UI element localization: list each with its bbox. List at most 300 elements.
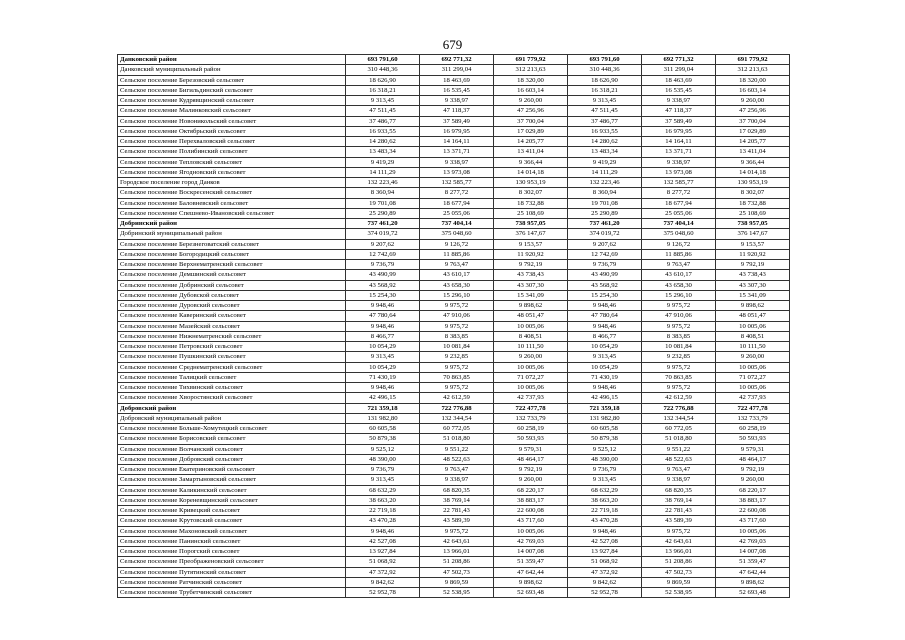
value-cell: 48 051,47 (494, 311, 568, 321)
row-name-cell: Сельское поселение Замартыновский сельсовет (118, 475, 346, 485)
value-cell: 43 307,30 (716, 280, 790, 290)
value-cell: 42 769,03 (716, 536, 790, 546)
table-row (118, 434, 790, 444)
row-name-cell: Сельское поселение Панинский сельсовет (118, 536, 346, 546)
row-name-cell: Сельское поселение Больше-Хомутецкий сельсовет (118, 424, 346, 434)
table-row (118, 188, 790, 198)
table-row (118, 239, 790, 249)
row-name-cell: Сельское поселение Махоновский сельсовет (118, 526, 346, 536)
row-name-cell: Сельское поселение Полибинский сельсовет (118, 147, 346, 157)
value-cell: 9 948,46 (568, 526, 642, 536)
value-cell: 9 232,85 (642, 352, 716, 362)
value-cell: 9 975,72 (420, 383, 494, 393)
value-cell: 15 254,30 (346, 290, 420, 300)
value-cell: 10 054,29 (346, 362, 420, 372)
budget-table (117, 54, 790, 598)
value-cell: 692 771,32 (642, 55, 716, 65)
value-cell: 13 483,34 (568, 147, 642, 157)
value-cell: 43 658,30 (642, 280, 716, 290)
value-cell: 43 610,17 (420, 270, 494, 280)
value-cell: 131 982,80 (346, 413, 420, 423)
value-cell: 17 029,89 (716, 126, 790, 136)
table-row (118, 362, 790, 372)
value-cell: 22 719,18 (568, 506, 642, 516)
value-cell: 52 952,78 (568, 588, 642, 598)
value-cell: 42 612,59 (420, 393, 494, 403)
value-cell: 376 147,67 (494, 229, 568, 239)
value-cell: 48 464,17 (716, 454, 790, 464)
value-cell: 9 792,19 (494, 260, 568, 270)
value-cell: 9 948,46 (568, 301, 642, 311)
value-cell: 132 585,77 (420, 178, 494, 188)
value-cell: 9 313,45 (346, 352, 420, 362)
value-cell: 9 153,57 (494, 239, 568, 249)
value-cell: 693 791,60 (346, 55, 420, 65)
value-cell: 11 920,92 (494, 249, 568, 259)
value-cell: 70 863,85 (642, 372, 716, 382)
value-cell: 51 208,86 (642, 557, 716, 567)
value-cell: 37 486,77 (568, 116, 642, 126)
value-cell: 9 419,29 (346, 157, 420, 167)
row-name-cell: Сельское поселение Тихвинский сельсовет (118, 383, 346, 393)
value-cell: 9 869,59 (420, 577, 494, 587)
value-cell: 60 258,19 (494, 424, 568, 434)
value-cell: 722 776,88 (420, 403, 494, 413)
value-cell: 693 791,60 (568, 55, 642, 65)
value-cell: 11 885,86 (642, 249, 716, 259)
value-cell: 47 372,92 (568, 567, 642, 577)
value-cell: 9 551,22 (420, 444, 494, 454)
value-cell: 9 579,31 (716, 444, 790, 454)
value-cell: 132 733,79 (494, 413, 568, 423)
value-cell: 43 568,92 (568, 280, 642, 290)
table-row (118, 331, 790, 341)
value-cell: 38 769,14 (642, 495, 716, 505)
value-cell: 10 054,29 (568, 362, 642, 372)
value-cell: 47 256,96 (494, 106, 568, 116)
value-cell: 51 359,47 (494, 557, 568, 567)
table-row (118, 116, 790, 126)
district-row (118, 403, 790, 413)
value-cell: 47 118,37 (642, 106, 716, 116)
table-row (118, 372, 790, 382)
value-cell: 51 208,86 (420, 557, 494, 567)
value-cell: 71 430,19 (346, 372, 420, 382)
value-cell: 16 933,55 (346, 126, 420, 136)
table-row (118, 577, 790, 587)
value-cell: 374 019,72 (346, 229, 420, 239)
value-cell: 25 108,69 (494, 208, 568, 218)
value-cell: 18 732,88 (494, 198, 568, 208)
value-cell: 9 313,45 (568, 96, 642, 106)
value-cell: 22 781,43 (642, 506, 716, 516)
table-row (118, 311, 790, 321)
value-cell: 13 411,04 (494, 147, 568, 157)
value-cell: 14 111,29 (568, 167, 642, 177)
value-cell: 9 313,45 (568, 352, 642, 362)
value-cell: 9 898,62 (716, 301, 790, 311)
row-name-cell: Добринский район (118, 219, 346, 229)
value-cell: 15 296,10 (642, 290, 716, 300)
row-name-cell: Сельское поселение Бигильдинский сельсовет (118, 85, 346, 95)
value-cell: 43 717,60 (494, 516, 568, 526)
value-cell: 10 005,06 (494, 321, 568, 331)
value-cell: 132 223,46 (346, 178, 420, 188)
row-name-cell: Сельское поселение Богородицкий сельсовет (118, 249, 346, 259)
table-row (118, 547, 790, 557)
value-cell: 16 603,14 (494, 85, 568, 95)
table-row (118, 516, 790, 526)
value-cell: 42 496,15 (568, 393, 642, 403)
value-cell: 132 223,46 (568, 178, 642, 188)
value-cell: 9 975,72 (420, 362, 494, 372)
value-cell: 738 957,05 (716, 219, 790, 229)
value-cell: 8 277,72 (420, 188, 494, 198)
value-cell: 68 220,17 (716, 485, 790, 495)
table-row (118, 290, 790, 300)
value-cell: 10 005,06 (494, 383, 568, 393)
value-cell: 9 975,72 (420, 301, 494, 311)
table-row (118, 208, 790, 218)
value-cell: 17 029,89 (494, 126, 568, 136)
value-cell: 15 254,30 (568, 290, 642, 300)
table-row (118, 526, 790, 536)
value-cell: 8 360,94 (568, 188, 642, 198)
value-cell: 9 975,72 (420, 321, 494, 331)
value-cell: 14 007,08 (716, 547, 790, 557)
value-cell: 13 483,34 (346, 147, 420, 157)
value-cell: 13 966,01 (420, 547, 494, 557)
row-name-cell: Сельское поселение Кривецкий сельсовет (118, 506, 346, 516)
value-cell: 60 258,19 (716, 424, 790, 434)
row-name-cell: Сельское поселение Новоникольский сельсовет (118, 116, 346, 126)
value-cell: 13 966,01 (642, 547, 716, 557)
table-row (118, 465, 790, 475)
value-cell: 691 779,92 (716, 55, 790, 65)
value-cell: 37 700,04 (716, 116, 790, 126)
value-cell: 47 910,06 (420, 311, 494, 321)
value-cell: 68 632,29 (346, 485, 420, 495)
row-name-cell: Сельское поселение Перехваловский сельсовет (118, 137, 346, 147)
row-name-cell: Сельское поселение Талицкий сельсовет (118, 372, 346, 382)
value-cell: 47 511,45 (346, 106, 420, 116)
value-cell: 132 344,54 (420, 413, 494, 423)
value-cell: 25 108,69 (716, 208, 790, 218)
value-cell: 9 792,19 (716, 260, 790, 270)
row-name-cell: Городское поселение город Данков (118, 178, 346, 188)
value-cell: 12 742,69 (568, 249, 642, 259)
value-cell: 48 390,00 (568, 454, 642, 464)
value-cell: 37 589,49 (420, 116, 494, 126)
value-cell: 47 910,06 (642, 311, 716, 321)
value-cell: 70 863,85 (420, 372, 494, 382)
value-cell: 43 568,92 (346, 280, 420, 290)
value-cell: 50 879,38 (568, 434, 642, 444)
value-cell: 15 341,09 (716, 290, 790, 300)
value-cell: 10 005,06 (716, 321, 790, 331)
value-cell: 9 736,79 (346, 260, 420, 270)
value-cell: 9 260,00 (716, 475, 790, 485)
row-name-cell: Сельское поселение Нижнематренский сельсовет (118, 331, 346, 341)
row-name-cell: Сельское поселение Добринский сельсовет (118, 280, 346, 290)
table-row (118, 485, 790, 495)
value-cell: 38 663,20 (346, 495, 420, 505)
value-cell: 13 411,04 (716, 147, 790, 157)
value-cell: 13 927,84 (568, 547, 642, 557)
value-cell: 9 366,44 (494, 157, 568, 167)
row-name-cell: Сельское поселение Волчанский сельсовет (118, 444, 346, 454)
row-name-cell: Сельское поселение Мазейский сельсовет (118, 321, 346, 331)
value-cell: 11 885,86 (420, 249, 494, 259)
value-cell: 42 527,08 (346, 536, 420, 546)
row-name-cell: Сельское поселение Крутовский сельсовет (118, 516, 346, 526)
table-row (118, 167, 790, 177)
row-name-cell: Сельское поселение Малинковский сельсовет (118, 106, 346, 116)
value-cell: 18 677,94 (420, 198, 494, 208)
value-cell: 132 733,79 (716, 413, 790, 423)
row-name-cell: Сельское поселение Преображеновский сельсовет (118, 557, 346, 567)
row-name-cell: Добринский муниципальный район (118, 229, 346, 239)
value-cell: 16 318,21 (346, 85, 420, 95)
value-cell: 9 948,46 (568, 321, 642, 331)
value-cell: 9 763,47 (420, 465, 494, 475)
value-cell: 9 551,22 (642, 444, 716, 454)
table-row (118, 260, 790, 270)
value-cell: 52 693,48 (494, 588, 568, 598)
value-cell: 43 589,39 (642, 516, 716, 526)
value-cell: 25 055,06 (642, 208, 716, 218)
value-cell: 9 948,46 (346, 301, 420, 311)
value-cell: 9 232,85 (420, 352, 494, 362)
value-cell: 9 126,72 (642, 239, 716, 249)
value-cell: 9 126,72 (420, 239, 494, 249)
value-cell: 9 207,62 (346, 239, 420, 249)
value-cell: 15 341,09 (494, 290, 568, 300)
row-name-cell: Сельское поселение Среднематренский сельсовет (118, 362, 346, 372)
value-cell: 10 081,84 (642, 342, 716, 352)
value-cell: 8 383,85 (642, 331, 716, 341)
value-cell: 16 535,45 (420, 85, 494, 95)
value-cell: 9 948,46 (346, 383, 420, 393)
value-cell: 310 448,36 (568, 65, 642, 75)
table-row (118, 229, 790, 239)
value-cell: 9 260,00 (716, 96, 790, 106)
value-cell: 22 600,08 (716, 506, 790, 516)
value-cell: 132 344,54 (642, 413, 716, 423)
value-cell: 9 763,47 (642, 260, 716, 270)
value-cell: 43 738,43 (494, 270, 568, 280)
value-cell: 43 490,99 (568, 270, 642, 280)
table-row (118, 137, 790, 147)
value-cell: 691 779,92 (494, 55, 568, 65)
table-row (118, 270, 790, 280)
row-name-cell: Сельское поселение Порогский сельсовет (118, 547, 346, 557)
row-name-cell: Сельское поселение Каверинский сельсовет (118, 311, 346, 321)
value-cell: 9 763,47 (420, 260, 494, 270)
value-cell: 9 366,44 (716, 157, 790, 167)
row-name-cell: Сельское поселение Каликинский сельсовет (118, 485, 346, 495)
value-cell: 15 296,10 (420, 290, 494, 300)
table-row (118, 424, 790, 434)
value-cell: 48 464,17 (494, 454, 568, 464)
value-cell: 10 005,06 (716, 383, 790, 393)
value-cell: 50 593,93 (716, 434, 790, 444)
value-cell: 16 318,21 (568, 85, 642, 95)
row-name-cell: Сельское поселение Борисовский сельсовет (118, 434, 346, 444)
value-cell: 374 019,72 (568, 229, 642, 239)
row-name-cell: Добровский муниципальный район (118, 413, 346, 423)
value-cell: 60 605,58 (568, 424, 642, 434)
value-cell: 68 632,29 (568, 485, 642, 495)
value-cell: 47 780,64 (568, 311, 642, 321)
value-cell: 9 736,79 (346, 465, 420, 475)
value-cell: 48 390,00 (346, 454, 420, 464)
value-cell: 43 658,30 (420, 280, 494, 290)
value-cell: 51 068,92 (568, 557, 642, 567)
value-cell: 9 207,62 (568, 239, 642, 249)
value-cell: 9 842,62 (346, 577, 420, 587)
value-cell: 14 164,11 (420, 137, 494, 147)
row-name-cell: Сельское поселение Кореневщинский сельсовет (118, 495, 346, 505)
row-name-cell: Сельское поселение Ратчинский сельсовет (118, 577, 346, 587)
table-row (118, 413, 790, 423)
value-cell: 9 898,62 (494, 577, 568, 587)
value-cell: 8 302,07 (494, 188, 568, 198)
table-row (118, 85, 790, 95)
value-cell: 9 338,97 (642, 475, 716, 485)
row-name-cell: Данковский муниципальный район (118, 65, 346, 75)
row-name-cell: Сельское поселение Октябрьский сельсовет (118, 126, 346, 136)
value-cell: 43 589,39 (420, 516, 494, 526)
value-cell: 12 742,69 (346, 249, 420, 259)
value-cell: 71 072,27 (716, 372, 790, 382)
value-cell: 10 081,84 (420, 342, 494, 352)
value-cell: 71 430,19 (568, 372, 642, 382)
value-cell: 9 975,72 (642, 526, 716, 536)
value-cell: 131 982,80 (568, 413, 642, 423)
value-cell: 10 005,06 (716, 362, 790, 372)
value-cell: 9 975,72 (420, 526, 494, 536)
table-row (118, 96, 790, 106)
value-cell: 722 477,78 (494, 403, 568, 413)
value-cell: 68 820,35 (642, 485, 716, 495)
table-row (118, 444, 790, 454)
value-cell: 47 642,44 (716, 567, 790, 577)
value-cell: 37 700,04 (494, 116, 568, 126)
row-name-cell: Сельское поселение Добровский сельсовет (118, 454, 346, 464)
row-name-cell: Сельское поселение Баловневский сельсовет (118, 198, 346, 208)
value-cell: 68 220,17 (494, 485, 568, 495)
value-cell: 16 979,95 (420, 126, 494, 136)
value-cell: 9 736,79 (568, 260, 642, 270)
value-cell: 10 111,50 (494, 342, 568, 352)
value-cell: 9 260,00 (494, 96, 568, 106)
value-cell: 51 068,92 (346, 557, 420, 567)
value-cell: 737 404,14 (420, 219, 494, 229)
row-name-cell: Сельское поселение Верхнематренский сельсовет (118, 260, 346, 270)
value-cell: 43 717,60 (716, 516, 790, 526)
value-cell: 722 776,88 (642, 403, 716, 413)
value-cell: 52 693,48 (716, 588, 790, 598)
value-cell: 8 360,94 (346, 188, 420, 198)
value-cell: 42 612,59 (642, 393, 716, 403)
row-name-cell: Сельское поселение Березнеговатский сельсовет (118, 239, 346, 249)
value-cell: 14 007,08 (494, 547, 568, 557)
row-name-cell: Данковский район (118, 55, 346, 65)
value-cell: 50 879,38 (346, 434, 420, 444)
value-cell: 38 663,20 (568, 495, 642, 505)
value-cell: 16 535,45 (642, 85, 716, 95)
value-cell: 13 371,71 (642, 147, 716, 157)
value-cell: 9 898,62 (494, 301, 568, 311)
value-cell: 51 018,80 (420, 434, 494, 444)
value-cell: 16 933,55 (568, 126, 642, 136)
value-cell: 9 525,12 (346, 444, 420, 454)
value-cell: 10 005,06 (716, 526, 790, 536)
value-cell: 52 538,95 (642, 588, 716, 598)
value-cell: 737 461,20 (568, 219, 642, 229)
value-cell: 9 260,00 (494, 352, 568, 362)
value-cell: 10 005,06 (494, 362, 568, 372)
value-cell: 9 338,97 (420, 96, 494, 106)
value-cell: 22 600,08 (494, 506, 568, 516)
value-cell: 9 313,45 (346, 475, 420, 485)
value-cell: 9 313,45 (568, 475, 642, 485)
table-row (118, 301, 790, 311)
table-row (118, 249, 790, 259)
value-cell: 18 463,69 (642, 75, 716, 85)
value-cell: 52 952,78 (346, 588, 420, 598)
value-cell: 692 771,32 (420, 55, 494, 65)
value-cell: 43 470,28 (568, 516, 642, 526)
value-cell: 14 280,62 (568, 137, 642, 147)
value-cell: 9 948,46 (346, 526, 420, 536)
value-cell: 18 732,88 (716, 198, 790, 208)
value-cell: 47 372,92 (346, 567, 420, 577)
value-cell: 9 869,59 (642, 577, 716, 587)
value-cell: 376 147,67 (716, 229, 790, 239)
value-cell: 13 973,08 (420, 167, 494, 177)
value-cell: 42 643,61 (642, 536, 716, 546)
value-cell: 18 320,00 (494, 75, 568, 85)
value-cell: 47 642,44 (494, 567, 568, 577)
table-row (118, 342, 790, 352)
value-cell: 8 302,07 (716, 188, 790, 198)
value-cell: 37 486,77 (346, 116, 420, 126)
value-cell: 738 957,05 (494, 219, 568, 229)
value-cell: 8 466,77 (568, 331, 642, 341)
value-cell: 18 320,00 (716, 75, 790, 85)
value-cell: 18 463,69 (420, 75, 494, 85)
value-cell: 14 280,62 (346, 137, 420, 147)
table-row (118, 75, 790, 85)
value-cell: 38 883,17 (716, 495, 790, 505)
value-cell: 9 898,62 (716, 577, 790, 587)
page-number: 679 (442, 37, 463, 52)
value-cell: 14 205,77 (716, 137, 790, 147)
row-name-cell: Сельское поселение Путятинский сельсовет (118, 567, 346, 577)
value-cell: 9 975,72 (642, 362, 716, 372)
value-cell: 375 048,60 (420, 229, 494, 239)
table-row (118, 352, 790, 362)
value-cell: 9 419,29 (568, 157, 642, 167)
district-row (118, 219, 790, 229)
value-cell: 48 522,63 (420, 454, 494, 464)
value-cell: 42 527,08 (568, 536, 642, 546)
table-row (118, 557, 790, 567)
value-cell: 9 525,12 (568, 444, 642, 454)
row-name-cell: Сельское поселение Ягодновский сельсовет (118, 167, 346, 177)
